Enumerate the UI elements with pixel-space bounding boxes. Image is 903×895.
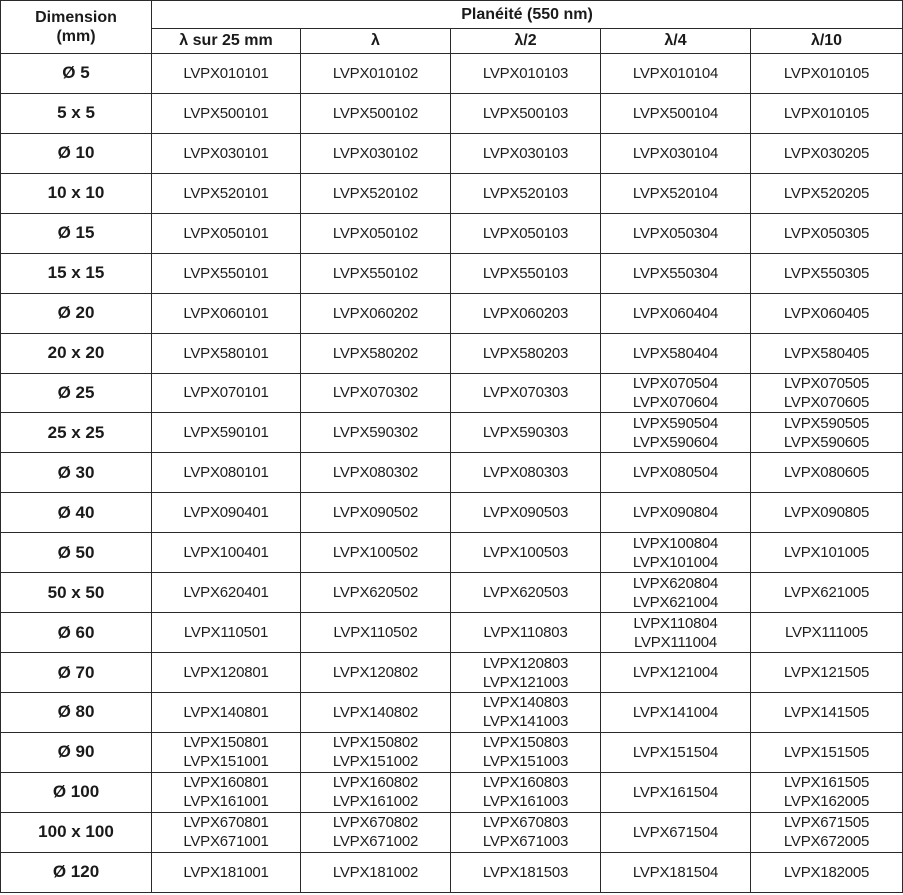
reference-cell	[601, 693, 751, 733]
reference-code: LVPX520103	[482, 184, 569, 202]
reference-cell	[152, 693, 301, 733]
reference-cell	[751, 173, 903, 213]
reference-code: LVPX050304	[632, 224, 719, 242]
reference-cell	[152, 93, 301, 133]
reference-code: LVPX181001	[183, 863, 269, 881]
reference-cell	[601, 453, 751, 493]
reference-code: LVPX590505	[783, 414, 870, 432]
reference-cell	[751, 413, 903, 453]
table-row	[1, 772, 903, 812]
reference-cell	[601, 93, 751, 133]
reference-cell	[751, 213, 903, 253]
reference-cell	[301, 253, 451, 293]
dimension-header-unit: (mm)	[56, 28, 96, 45]
reference-cell	[301, 133, 451, 173]
dimension-cell: 5 x 5	[1, 93, 152, 133]
reference-cell	[152, 453, 301, 493]
reference-cell	[152, 772, 301, 812]
reference-cell	[152, 213, 301, 253]
reference-code: LVPX110803	[483, 624, 568, 642]
reference-cell	[751, 732, 903, 772]
reference-cell	[301, 693, 451, 733]
reference-cell	[751, 573, 903, 613]
reference-code: LVPX670801	[183, 814, 269, 832]
table-row	[1, 253, 903, 293]
reference-cell	[601, 54, 751, 94]
reference-code: LVPX671505	[783, 814, 870, 832]
reference-code: LVPX590504	[632, 414, 719, 432]
reference-code: LVPX070302	[332, 384, 419, 402]
reference-cell	[451, 693, 601, 733]
reference-cell	[451, 852, 601, 892]
reference-cell	[451, 653, 601, 693]
reference-code: LVPX520101	[183, 184, 269, 202]
dimension-cell: Ø 70	[1, 653, 152, 693]
reference-cell	[301, 293, 451, 333]
reference-code: LVPX101005	[783, 544, 870, 562]
reference-code: LVPX030102	[332, 144, 419, 162]
reference-code: LVPX111004	[633, 633, 718, 651]
reference-cell	[751, 693, 903, 733]
reference-code: LVPX181002	[332, 863, 419, 881]
reference-code: LVPX060101	[183, 304, 269, 322]
reference-code: LVPX590101	[183, 424, 269, 442]
reference-cell	[601, 613, 751, 653]
reference-code: LVPX160801	[183, 774, 269, 792]
reference-cell	[451, 573, 601, 613]
reference-code: LVPX580404	[632, 344, 719, 362]
reference-code: LVPX080302	[332, 464, 419, 482]
table-row	[1, 613, 903, 653]
dimension-cell: Ø 90	[1, 732, 152, 772]
reference-cell	[152, 54, 301, 94]
dimension-cell: 100 x 100	[1, 812, 152, 852]
reference-cell	[751, 852, 903, 892]
reference-code: LVPX030205	[783, 144, 870, 162]
reference-code: LVPX161002	[332, 793, 419, 811]
dimension-cell: 10 x 10	[1, 173, 152, 213]
reference-cell	[751, 493, 903, 533]
reference-cell	[152, 293, 301, 333]
table-row	[1, 373, 903, 413]
reference-cell	[601, 333, 751, 373]
reference-cell	[301, 732, 451, 772]
reference-code: LVPX010103	[482, 64, 569, 82]
dimension-header	[1, 1, 152, 54]
reference-cell	[301, 653, 451, 693]
reference-code: LVPX121505	[783, 664, 870, 682]
reference-cell	[451, 54, 601, 94]
reference-cell	[451, 732, 601, 772]
reference-code: LVPX050101	[183, 224, 269, 242]
reference-code: LVPX590605	[783, 433, 870, 451]
reference-code: LVPX050103	[482, 224, 569, 242]
reference-code: LVPX670803	[482, 814, 569, 832]
reference-code: LVPX671002	[332, 833, 419, 851]
column-header-lambda: λ	[301, 29, 451, 54]
reference-code: LVPX110501	[183, 624, 269, 642]
reference-code: LVPX620503	[482, 584, 569, 602]
reference-code: LVPX140801	[183, 703, 269, 721]
reference-code: LVPX160803	[482, 774, 569, 792]
reference-code: LVPX070504	[632, 374, 719, 392]
reference-cell	[601, 253, 751, 293]
reference-cell	[751, 812, 903, 852]
table-row	[1, 54, 903, 94]
reference-code: LVPX580101	[183, 344, 269, 362]
reference-code: LVPX620804	[632, 574, 719, 592]
reference-code: LVPX070303	[482, 384, 569, 402]
reference-code: LVPX060203	[482, 304, 569, 322]
reference-cell	[451, 373, 601, 413]
table-row	[1, 693, 903, 733]
reference-code: LVPX070505	[783, 374, 870, 392]
reference-code: LVPX080303	[482, 464, 569, 482]
reference-cell	[301, 173, 451, 213]
reference-code: LVPX181504	[632, 863, 719, 881]
reference-code: LVPX010105	[783, 104, 870, 122]
reference-cell	[601, 413, 751, 453]
reference-code: LVPX090401	[183, 504, 269, 522]
reference-code: LVPX161001	[183, 793, 269, 811]
reference-code: LVPX500104	[632, 104, 719, 122]
table-row	[1, 852, 903, 892]
reference-cell	[751, 613, 903, 653]
table-row	[1, 133, 903, 173]
reference-code: LVPX060202	[332, 304, 419, 322]
reference-cell	[451, 453, 601, 493]
reference-cell	[152, 133, 301, 173]
reference-cell	[601, 812, 751, 852]
reference-code: LVPX580203	[482, 344, 569, 362]
reference-code: LVPX182005	[783, 863, 870, 881]
reference-code: LVPX090804	[632, 504, 719, 522]
reference-code: LVPX590303	[482, 424, 569, 442]
table-row	[1, 812, 903, 852]
reference-cell	[301, 453, 451, 493]
table-row	[1, 493, 903, 533]
dimension-cell: Ø 15	[1, 213, 152, 253]
reference-cell	[152, 812, 301, 852]
reference-code: LVPX620502	[332, 584, 419, 602]
table-row	[1, 533, 903, 573]
reference-cell	[152, 373, 301, 413]
reference-cell	[601, 772, 751, 812]
reference-code: LVPX101004	[632, 553, 719, 571]
reference-code: LVPX120803	[482, 654, 569, 672]
reference-code: LVPX621005	[783, 584, 870, 602]
reference-code: LVPX621004	[632, 593, 719, 611]
reference-cell	[152, 852, 301, 892]
reference-cell	[152, 653, 301, 693]
reference-code: LVPX121003	[482, 673, 569, 691]
reference-code: LVPX050102	[332, 224, 419, 242]
reference-cell	[601, 493, 751, 533]
reference-cell	[751, 133, 903, 173]
reference-cell	[301, 333, 451, 373]
reference-cell	[301, 373, 451, 413]
reference-code: LVPX590604	[632, 433, 719, 451]
reference-cell	[152, 732, 301, 772]
table-row	[1, 573, 903, 613]
reference-code: LVPX151001	[183, 753, 269, 771]
table-row	[1, 413, 903, 453]
column-header-lambda-10: λ/10	[751, 29, 903, 54]
reference-cell	[751, 533, 903, 573]
table-row	[1, 453, 903, 493]
reference-code: LVPX050305	[783, 224, 870, 242]
reference-cell	[451, 333, 601, 373]
reference-code: LVPX010102	[332, 64, 419, 82]
reference-cell	[751, 54, 903, 94]
reference-cell	[451, 173, 601, 213]
dimension-header-label: Dimension	[35, 9, 117, 26]
reference-code: LVPX120802	[332, 664, 419, 682]
column-header-lambda-2: λ/2	[451, 29, 601, 54]
reference-code: LVPX090805	[783, 504, 870, 522]
reference-cell	[451, 533, 601, 573]
reference-cell	[451, 493, 601, 533]
reference-cell	[751, 453, 903, 493]
table-row	[1, 293, 903, 333]
reference-code: LVPX060405	[783, 304, 870, 322]
reference-code: LVPX060404	[632, 304, 719, 322]
reference-cell	[451, 772, 601, 812]
reference-code: LVPX550103	[482, 264, 569, 282]
reference-code: LVPX161003	[482, 793, 569, 811]
reference-cell	[152, 573, 301, 613]
reference-code: LVPX110502	[333, 624, 418, 642]
reference-code: LVPX550305	[783, 264, 870, 282]
header-row-group	[1, 1, 903, 29]
reference-code: LVPX580405	[783, 344, 870, 362]
dimension-cell: Ø 5	[1, 54, 152, 94]
reference-cell	[601, 653, 751, 693]
reference-code: LVPX010105	[783, 64, 870, 82]
reference-code: LVPX100401	[183, 544, 269, 562]
dimension-cell: Ø 25	[1, 373, 152, 413]
reference-code: LVPX671001	[183, 833, 269, 851]
reference-code: LVPX671504	[632, 823, 719, 841]
table-header	[1, 1, 903, 54]
reference-cell	[601, 293, 751, 333]
dimension-cell: Ø 30	[1, 453, 152, 493]
reference-cell	[301, 493, 451, 533]
reference-cell	[601, 373, 751, 413]
reference-code: LVPX671003	[482, 833, 569, 851]
reference-cell	[451, 413, 601, 453]
reference-code: LVPX151505	[783, 743, 870, 761]
reference-code: LVPX140803	[482, 694, 569, 712]
dimension-cell: 50 x 50	[1, 573, 152, 613]
reference-cell	[152, 173, 301, 213]
reference-code: LVPX550101	[183, 264, 269, 282]
reference-cell	[601, 173, 751, 213]
table-row	[1, 93, 903, 133]
reference-code: LVPX080504	[632, 464, 719, 482]
reference-code: LVPX550304	[632, 264, 719, 282]
reference-code: LVPX141003	[482, 713, 569, 731]
reference-code: LVPX030103	[482, 144, 569, 162]
reference-code: LVPX151002	[332, 753, 419, 771]
dimension-cell: Ø 60	[1, 613, 152, 653]
reference-cell	[451, 613, 601, 653]
flatness-group-header: Planéité (550 nm)	[152, 1, 903, 29]
reference-cell	[751, 373, 903, 413]
reference-code: LVPX161505	[783, 774, 870, 792]
reference-cell	[301, 613, 451, 653]
table-body	[1, 54, 903, 893]
reference-cell	[751, 93, 903, 133]
table-row	[1, 653, 903, 693]
dimension-cell: 20 x 20	[1, 333, 152, 373]
reference-code: LVPX141505	[783, 703, 870, 721]
reference-code: LVPX520102	[332, 184, 419, 202]
reference-cell	[301, 573, 451, 613]
reference-cell	[751, 772, 903, 812]
reference-code: LVPX100502	[332, 544, 419, 562]
reference-code: LVPX151003	[482, 753, 569, 771]
reference-cell	[301, 213, 451, 253]
reference-cell	[152, 533, 301, 573]
reference-code: LVPX590302	[332, 424, 419, 442]
reference-cell	[451, 213, 601, 253]
reference-code: LVPX150802	[332, 734, 419, 752]
reference-cell	[301, 533, 451, 573]
dimension-cell: Ø 100	[1, 772, 152, 812]
reference-code: LVPX150801	[183, 734, 269, 752]
reference-code: LVPX030104	[632, 144, 719, 162]
reference-cell	[601, 732, 751, 772]
reference-code: LVPX110804	[633, 614, 718, 632]
dimension-cell: Ø 80	[1, 693, 152, 733]
dimension-cell: Ø 20	[1, 293, 152, 333]
reference-cell	[451, 293, 601, 333]
dimension-cell: 15 x 15	[1, 253, 152, 293]
reference-cell	[301, 413, 451, 453]
reference-cell	[751, 653, 903, 693]
reference-cell	[152, 413, 301, 453]
reference-cell	[301, 54, 451, 94]
table-row	[1, 213, 903, 253]
reference-code: LVPX150803	[482, 734, 569, 752]
dimension-cell: Ø 50	[1, 533, 152, 573]
reference-cell	[601, 133, 751, 173]
reference-cell	[451, 812, 601, 852]
reference-cell	[152, 613, 301, 653]
reference-cell	[751, 293, 903, 333]
reference-code: LVPX080605	[783, 464, 870, 482]
reference-code: LVPX620401	[183, 584, 269, 602]
reference-code: LVPX670802	[332, 814, 419, 832]
reference-code: LVPX151504	[632, 743, 719, 761]
reference-code: LVPX121004	[632, 664, 719, 682]
reference-code: LVPX141004	[632, 703, 719, 721]
reference-code: LVPX080101	[183, 464, 269, 482]
reference-cell	[301, 772, 451, 812]
reference-cell	[601, 852, 751, 892]
reference-code: LVPX181503	[482, 863, 569, 881]
reference-code: LVPX500102	[332, 104, 419, 122]
reference-code: LVPX140802	[332, 703, 419, 721]
reference-code: LVPX550102	[332, 264, 419, 282]
dimension-cell: Ø 120	[1, 852, 152, 892]
reference-code: LVPX672005	[783, 833, 870, 851]
reference-cell	[152, 493, 301, 533]
reference-cell	[601, 213, 751, 253]
dimension-cell: 25 x 25	[1, 413, 152, 453]
table-row	[1, 173, 903, 213]
reference-cell	[451, 253, 601, 293]
reference-code: LVPX010104	[632, 64, 719, 82]
dimension-cell: Ø 10	[1, 133, 152, 173]
reference-code: LVPX010101	[183, 64, 269, 82]
column-header-lambda-4: λ/4	[601, 29, 751, 54]
reference-code: LVPX100503	[482, 544, 569, 562]
reference-cell	[601, 573, 751, 613]
column-header-lambda-25mm: λ sur 25 mm	[152, 29, 301, 54]
reference-cell	[152, 253, 301, 293]
reference-code: LVPX070605	[783, 393, 870, 411]
reference-cell	[451, 93, 601, 133]
reference-code: LVPX100804	[632, 534, 719, 552]
reference-code: LVPX580202	[332, 344, 419, 362]
reference-code: LVPX111005	[784, 624, 869, 642]
table-row	[1, 732, 903, 772]
reference-cell	[451, 133, 601, 173]
reference-cell	[601, 533, 751, 573]
table-row	[1, 333, 903, 373]
reference-cell	[751, 253, 903, 293]
reference-code: LVPX162005	[783, 793, 870, 811]
reference-code: LVPX500103	[482, 104, 569, 122]
reference-cell	[301, 93, 451, 133]
reference-code: LVPX090502	[332, 504, 419, 522]
reference-code: LVPX030101	[183, 144, 269, 162]
reference-code: LVPX070101	[183, 384, 269, 402]
reference-cell	[751, 333, 903, 373]
reference-code: LVPX520205	[783, 184, 870, 202]
reference-code: LVPX500101	[183, 104, 269, 122]
reference-code: LVPX160802	[332, 774, 419, 792]
reference-cell	[301, 812, 451, 852]
reference-cell	[301, 852, 451, 892]
reference-code: LVPX120801	[183, 664, 269, 682]
reference-cell	[152, 333, 301, 373]
reference-code: LVPX161504	[632, 783, 719, 801]
reference-code: LVPX090503	[482, 504, 569, 522]
dimension-cell: Ø 40	[1, 493, 152, 533]
reference-code: LVPX520104	[632, 184, 719, 202]
reference-code: LVPX070604	[632, 393, 719, 411]
